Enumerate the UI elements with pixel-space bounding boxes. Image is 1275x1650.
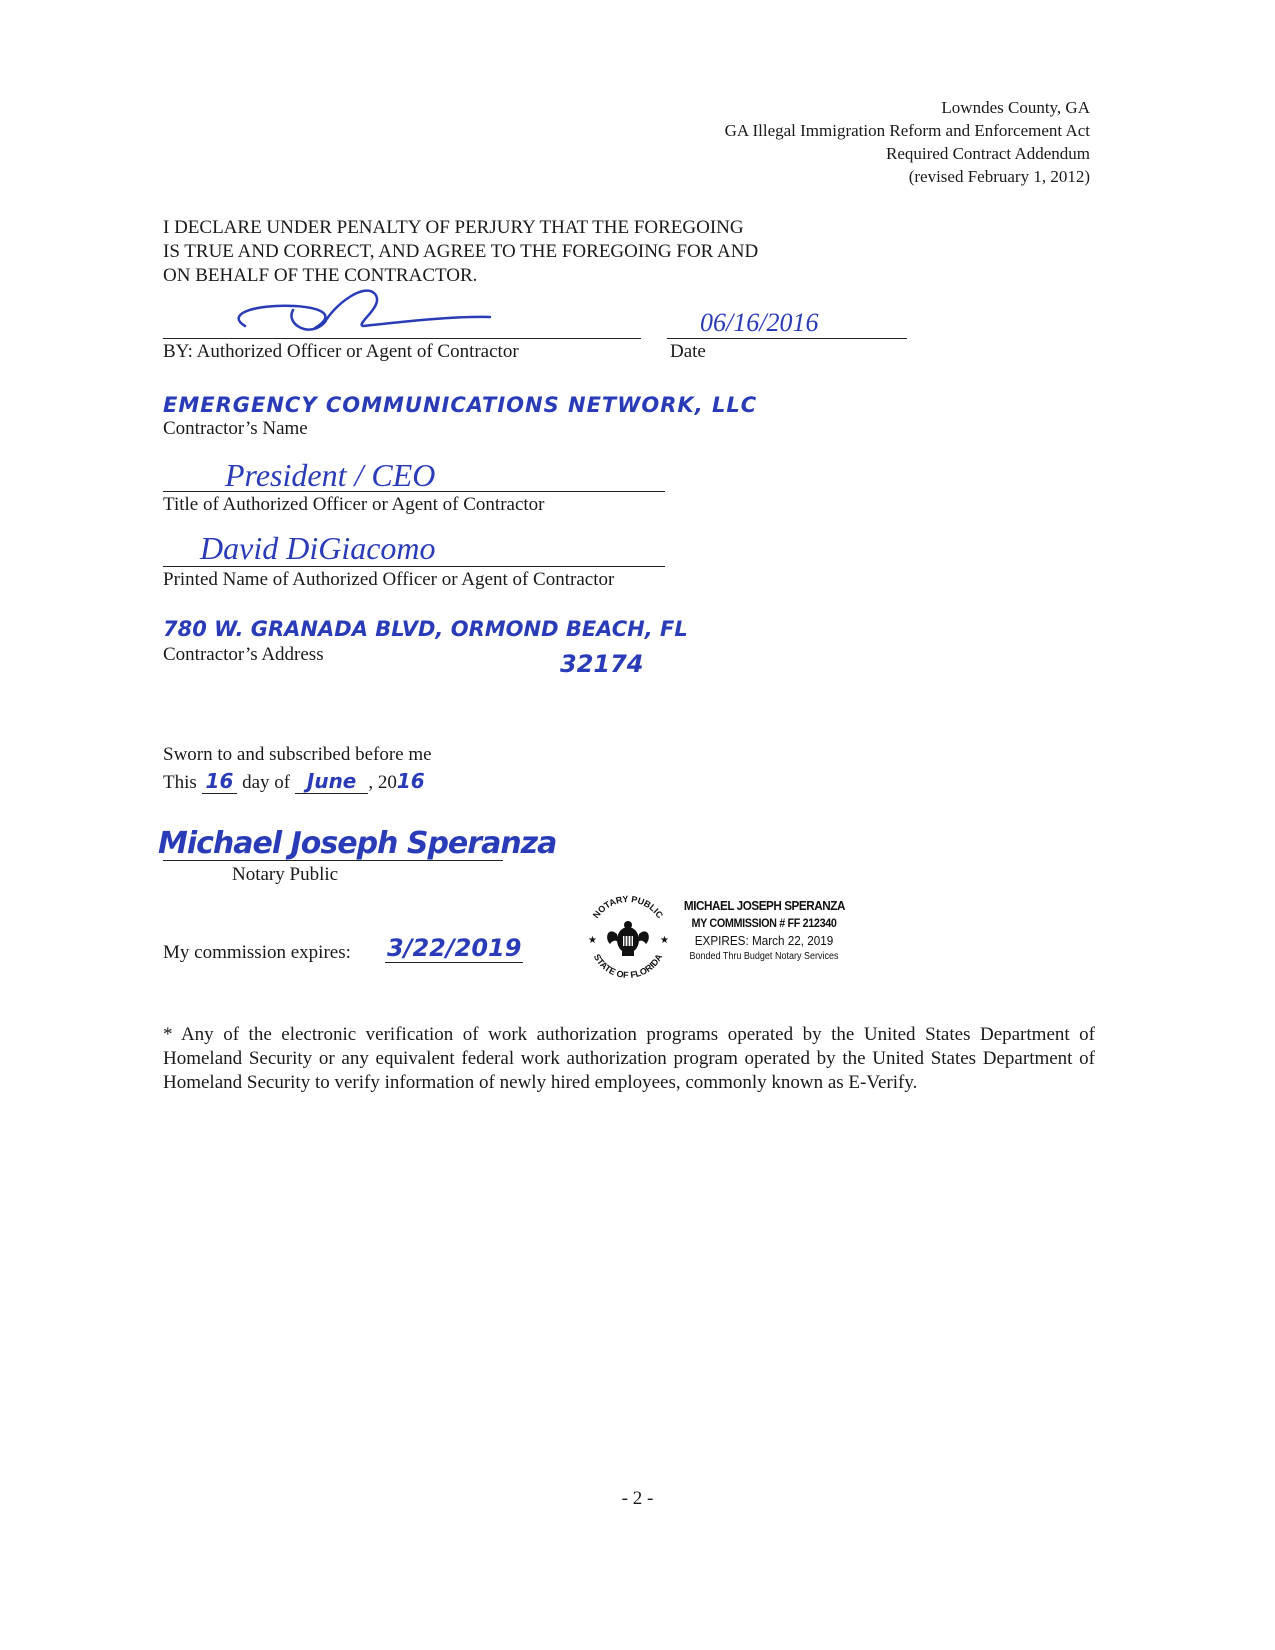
signature-line xyxy=(163,338,641,339)
svg-text:★: ★ xyxy=(588,935,597,946)
contractor-name-label: Contractor’s Name xyxy=(163,418,308,439)
declaration-line-1: I DECLARE UNDER PENALTY OF PERJURY THAT THE FOREGOING xyxy=(163,217,744,238)
header-addendum: Required Contract Addendum xyxy=(886,144,1090,163)
header-act: GA Illegal Immigration Reform and Enforcement Act xyxy=(724,121,1090,140)
date-label: Date xyxy=(670,341,706,362)
seal-commission: MY COMMISSION # FF 212340 xyxy=(691,916,837,930)
title-label: Title of Authorized Officer or Agent of Contractor xyxy=(163,494,545,515)
sworn-line: Sworn to and subscribed before me xyxy=(163,744,432,765)
year-prefix: , 20 xyxy=(368,772,397,793)
commission-value: 3/22/2019 xyxy=(387,934,522,962)
seal-bonded: Bonded Thru Budget Notary Services xyxy=(689,951,839,962)
footnote: * Any of the electronic verification of work authorization programs operated by the United States Department of Homeland Security or any equivalent federal work authorization program operated by the United States Department of Homeland Security to verify information of newly hired employees, commonly known as E-Verify. xyxy=(163,1024,1095,1093)
date-value: 06/16/2016 xyxy=(700,308,819,337)
page-number: - 2 - xyxy=(621,1488,654,1509)
declaration xyxy=(163,216,758,288)
seal-ring-bottom: STATE OF FLORIDA xyxy=(591,952,665,981)
svg-text:NOTARY PUBLIC xyxy=(591,894,665,921)
svg-text:★: ★ xyxy=(660,935,669,946)
commission-label: My commission expires: xyxy=(163,942,351,963)
by-label: BY: Authorized Officer or Agent of Contractor xyxy=(163,341,519,362)
notary-year-value: 16 xyxy=(396,769,425,793)
header-block xyxy=(725,96,1090,188)
address-value-line-2: 32174 xyxy=(560,650,644,678)
notary-month-value: June xyxy=(295,769,368,794)
address-label: Contractor’s Address xyxy=(163,644,324,665)
notary-seal-text xyxy=(675,898,853,962)
declaration-line-2: IS TRUE AND CORRECT, AND AGREE TO THE FOREGOING FOR AND xyxy=(163,241,759,262)
date-line xyxy=(667,338,907,339)
printed-name-line xyxy=(163,566,665,567)
notary-signature: Michael Joseph Speranza xyxy=(158,826,557,861)
seal-ring-top: NOTARY PUBLIC xyxy=(590,893,666,921)
printed-name-value: David DiGiacomo xyxy=(200,530,436,566)
seal-expires: EXPIRES: March 22, 2019 xyxy=(694,933,834,948)
notary-signature-line xyxy=(163,860,503,861)
title-value: President / CEO xyxy=(225,457,436,493)
header-county: Lowndes County, GA xyxy=(941,98,1090,117)
notary-seal-emblem xyxy=(578,888,678,988)
contractor-name-value: EMERGENCY COMMUNICATIONS NETWORK, LLC xyxy=(163,393,758,417)
header-revised: (revised February 1, 2012) xyxy=(908,167,1090,186)
address-value-line-1: 780 W. GRANADA BLVD, ORMOND BEACH, FL xyxy=(163,617,688,641)
notary-day-value: 16 xyxy=(202,769,238,794)
printed-name-label: Printed Name of Authorized Officer or Agent of Contractor xyxy=(163,569,615,590)
svg-text:STATE OF FLORIDA xyxy=(592,952,665,980)
title-line xyxy=(163,491,665,492)
declaration-line-3: ON BEHALF OF THE CONTRACTOR. xyxy=(163,265,478,286)
notary-date-line xyxy=(163,769,425,794)
notary-public-label: Notary Public xyxy=(232,864,339,885)
seal-name: MICHAEL JOSEPH SPERANZA xyxy=(683,898,845,913)
this-label: This xyxy=(163,772,197,793)
day-of-label: day of xyxy=(242,772,291,793)
